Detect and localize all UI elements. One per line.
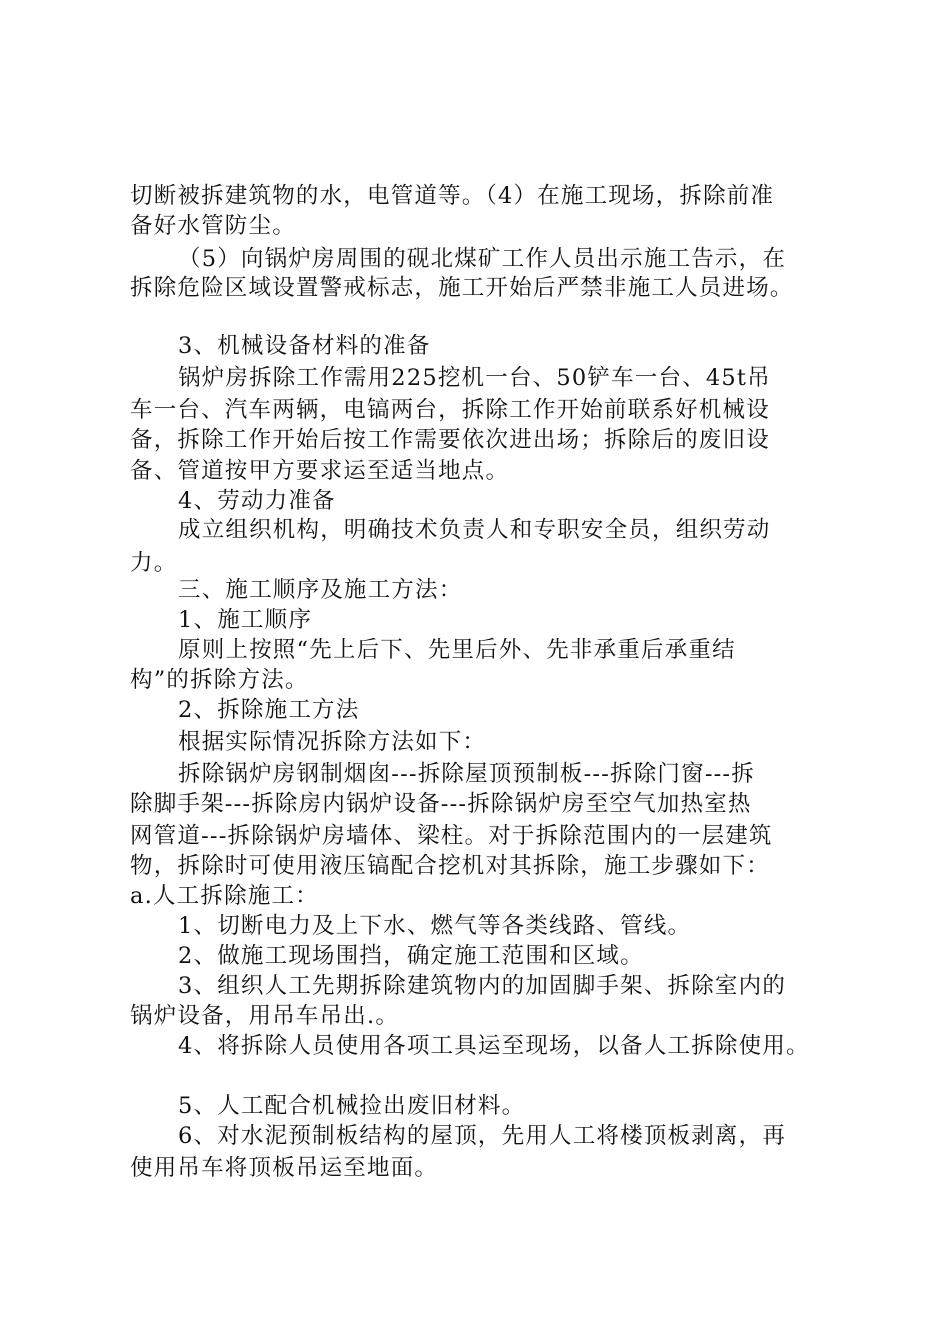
paragraph-line: 1、切断电力及上下水、燃气等各类线路、管线。	[178, 913, 692, 939]
paragraph-line: 力。	[130, 550, 178, 576]
paragraph-line: 车一台、汽车两辆，电镐两台，拆除工作开始前联系好机械设	[130, 397, 770, 423]
section-heading: 4、劳动力准备	[178, 488, 336, 514]
paragraph-line: 锅炉设备，用吊车吊出.。	[130, 1003, 400, 1029]
paragraph-line: 备好水管防尘。	[130, 213, 296, 239]
paragraph-line: 构”的拆除方法。	[130, 667, 309, 693]
paragraph-line: 原则上按照“先上后下、先里后外、先非承重后承重结	[178, 637, 736, 663]
paragraph-line: 使用吊车将顶板吊运至地面。	[130, 1155, 439, 1181]
paragraph-line: 锅炉房拆除工作需用225挖机一台、50铲车一台、45t吊	[178, 365, 771, 391]
section-heading: 2、拆除施工方法	[178, 697, 360, 723]
section-heading: 三、施工顺序及施工方法：	[178, 577, 463, 603]
section-heading: a.人工拆除施工：	[130, 883, 319, 909]
paragraph-line: 2、做施工现场围挡，确定施工范围和区域。	[178, 943, 644, 969]
section-heading: 3、机械设备材料的准备	[178, 333, 431, 359]
paragraph-line: 网管道---拆除锅炉房墙体、梁柱。对于拆除范围内的一层建筑	[130, 823, 773, 849]
paragraph-line: 备、管道按甲方要求运至适当地点。	[130, 458, 510, 484]
paragraph-line: 5、人工配合机械捡出废旧材料。	[178, 1093, 526, 1119]
section-heading: 1、施工顺序	[178, 607, 313, 633]
paragraph-line: 6、对水泥预制板结构的屋顶，先用人工将楼顶板剥离，再	[178, 1123, 787, 1149]
paragraph-line: 备，拆除工作开始后按工作需要依次进出场；拆除后的废旧设	[130, 427, 770, 453]
paragraph-line: 拆除危险区域设置警戒标志，施工开始后严禁非施工人员进场。	[130, 275, 794, 301]
paragraph-line: 除脚手架---拆除房内锅炉设备---拆除锅炉房至空气加热室热	[130, 791, 752, 817]
paragraph-line: （5）向锅炉房周围的砚北煤矿工作人员出示施工告示，在	[178, 246, 787, 272]
paragraph-line: 3、组织人工先期拆除建筑物内的加固脚手架、拆除室内的	[178, 973, 787, 999]
paragraph-line: 4、将拆除人员使用各项工具运至现场，以备人工拆除使用。	[178, 1033, 810, 1059]
paragraph-line: 成立组织机构，明确技术负责人和专职安全员，组织劳动	[178, 517, 771, 543]
paragraph-line: 根据实际情况拆除方法如下：	[178, 729, 487, 755]
paragraph-line: 物，拆除时可使用液压镐配合挖机对其拆除，施工步骤如下：	[130, 853, 770, 879]
paragraph-line: 切断被拆建筑物的水，电管道等。（4）在施工现场，拆除前准	[130, 183, 775, 209]
paragraph-line: 拆除锅炉房钢制烟囱---拆除屋顶预制板---拆除门窗---拆	[178, 761, 755, 787]
